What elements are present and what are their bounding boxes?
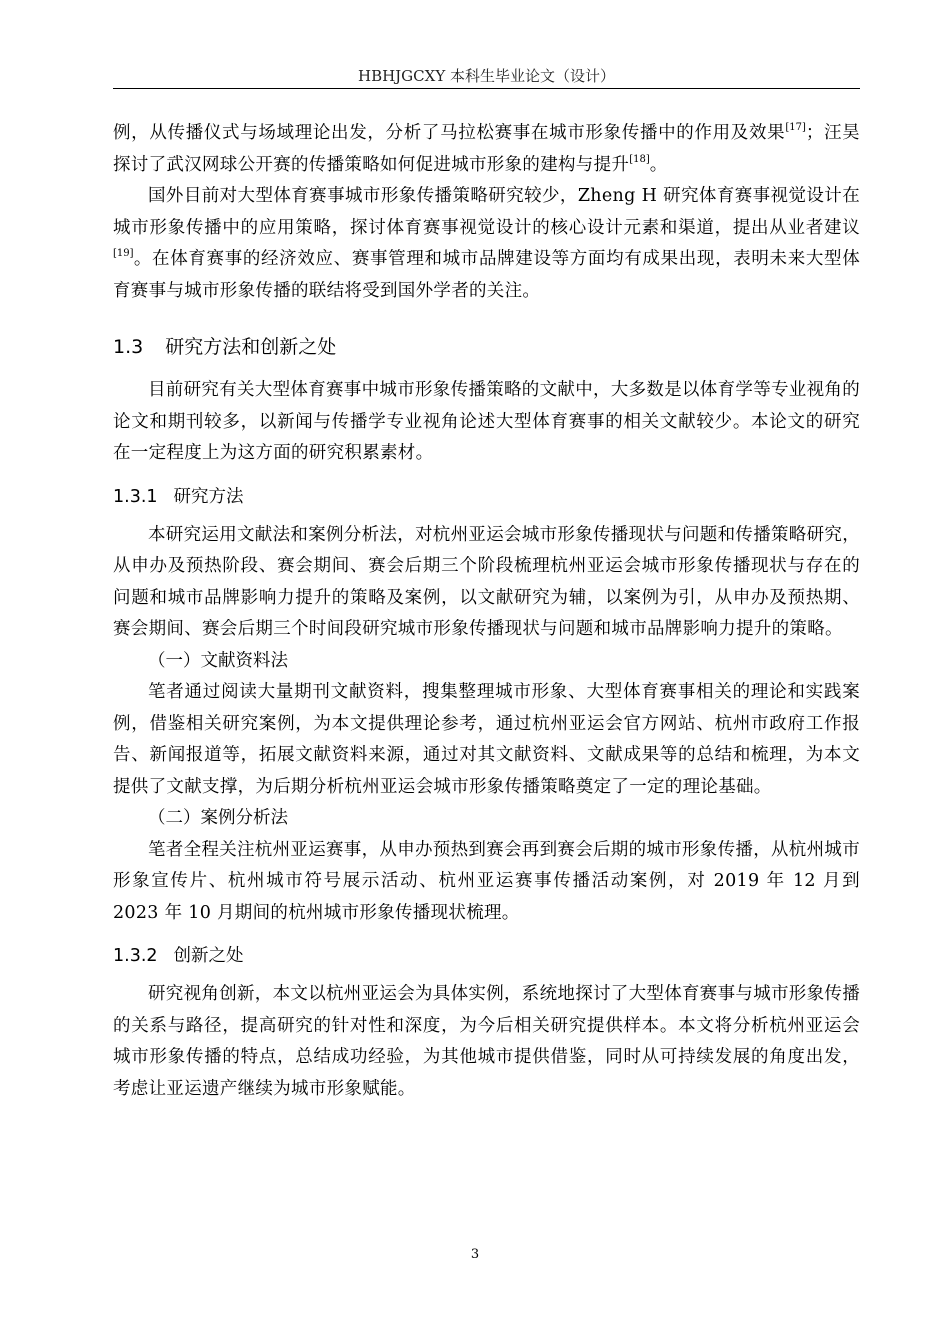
page-body: [113, 118, 860, 1105]
section-title: 研究方法和创新之处: [165, 336, 337, 358]
section-number: 1.3.1: [113, 486, 158, 507]
citation-18: [18]: [629, 153, 650, 165]
page-number: 3: [470, 1247, 480, 1262]
section-title: 创新之处: [173, 946, 244, 966]
section-heading-1-3-2: [113, 943, 860, 969]
citation-17: [17]: [785, 122, 806, 133]
section-number: 1.3: [113, 336, 144, 358]
intro-p2-text: 国外目前对大型体育赛事城市形象传播策略研究较少，Zheng H 研究体育赛事视觉设计在城市形象传播中的应用策略，探讨体育赛事视觉设计的核心设计元素和渠道，提出从业者建议: [113, 186, 860, 238]
method-1-paragraph: 笔者通过阅读大量期刊文献资料，搜集整理城市形象、大型体育赛事相关的理论和实践案例，借鉴相关研究案例，为本文提供理论参考，通过杭州亚运会官方网站、杭州市政府工作报告、新闻报道等，拓展文献资料来源，通过对其文献资料、文献成果等的总结和梳理，为本文提供了文献支撑，为后期分析杭州亚运会城市形象传播策略奠定了一定的理论基础。: [113, 682, 860, 797]
method-1-label: （一）文献资料法: [148, 650, 288, 671]
section-heading-1-3-1: [113, 484, 860, 510]
section-1-3-1-paragraph: 本研究运用文献法和案例分析法，对杭州亚运会城市形象传播现状与问题和传播策略研究，从申办及预热阶段、赛会期间、赛会后期三个阶段梳理杭州亚运会城市形象传播现状与存在的问题和城市品牌影响力提升的策略及案例，以文献研究为辅，以案例为引，从申办及预热期、赛会期间、赛会后期三个时间段研究城市形象传播现状与问题和城市品牌影响力提升的策略。: [113, 524, 860, 639]
section-number: 1.3.2: [113, 946, 158, 966]
intro-p2-text2: 。在体育赛事的经济效应、赛事管理和城市品牌建设等方面均有成果出现，表明未来大型体育赛事与城市形象传播的联结将受到国外学者的关注。: [113, 249, 860, 301]
method-2-label: （二）案例分析法: [148, 808, 288, 828]
method-2-paragraph: 笔者全程关注杭州亚运赛事，从申办预热到赛会再到赛会后期的城市形象传播，从杭州城市形象宣传片、杭州城市符号展示活动、杭州亚运赛事传播活动案例，对 2019 年 12 月到 2023 年 10 月期间的杭州城市形象传播现状梳理。: [113, 839, 860, 923]
citation-19: [19]: [113, 248, 134, 259]
intro-p1-text2: ；汪昊探讨了武汉网球公开赛的传播策略如何促进城市形象的建构与提升: [113, 123, 860, 175]
section-heading-1-3: [113, 333, 860, 361]
intro-p1-text: 例，从传播仪式与场域理论出发，分析了马拉松赛事在城市形象传播中的作用及效果: [113, 123, 786, 143]
intro-p1-end: 。: [649, 154, 668, 175]
intro-paragraph-1: [113, 118, 860, 181]
intro-paragraph-2: [113, 181, 860, 307]
page-header: HBHJGCXY 本科生毕业论文（设计）: [357, 67, 615, 85]
section-1-3-2-paragraph: 研究视角创新，本文以杭州亚运会为具体实例，系统地探讨了大型体育赛事与城市形象传播的关系与路径，提高研究的针对性和深度，为今后相关研究提供样本。本文将分析杭州亚运会城市形象传播的特点，总结成功经验，为其他城市提供借鉴，同时从可持续发展的角度出发，考虑让亚运遗产继续为城市形象赋能。: [113, 984, 860, 1099]
section-title: 研究方法: [173, 486, 244, 507]
header-rule: [113, 88, 860, 89]
section-1-3-paragraph: 目前研究有关大型体育赛事中城市形象传播策略的文献中，大多数是以体育学等专业视角的论文和期刊较多，以新闻与传播学专业视角论述大型体育赛事的相关文献较少。本论文的研究在一定程度上为这方面的研究积累素材。: [113, 380, 860, 463]
